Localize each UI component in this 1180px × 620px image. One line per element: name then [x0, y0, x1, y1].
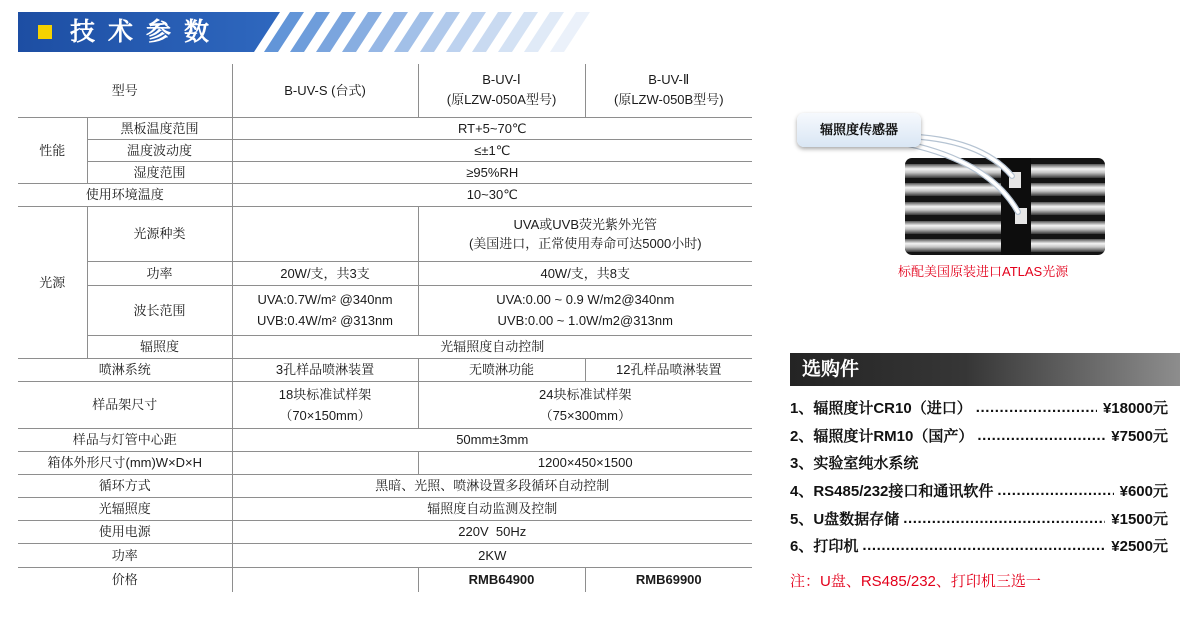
- table-row: [18, 285, 752, 335]
- table-row: [18, 451, 752, 474]
- spec-value: 12孔样品喷淋装置: [585, 358, 752, 381]
- spec-value: 40W/支，共8支: [418, 261, 752, 285]
- table-row: [18, 139, 752, 161]
- dot-leader: [997, 482, 1113, 499]
- option-item: [790, 504, 1168, 532]
- spec-value-line: (美国进口，正常使用寿命可达5000小时): [468, 235, 702, 251]
- option-price: ¥18000元: [1102, 400, 1168, 418]
- spec-value-line: （75×300mm）: [539, 407, 631, 423]
- table-row: [18, 206, 752, 261]
- option-label: 1、辐照度计CR10（进口）: [790, 400, 972, 418]
- param-label: 功率: [87, 261, 232, 285]
- spec-value: 无喷淋功能: [418, 358, 585, 381]
- spec-value: 10~30℃: [232, 183, 752, 206]
- option-price: ¥1500元: [1111, 510, 1168, 528]
- param-label: 价格: [18, 567, 232, 592]
- table-row: [18, 474, 752, 497]
- param-label: 辐照度: [87, 335, 232, 358]
- title-square-icon: [38, 25, 52, 39]
- table-row: [18, 428, 752, 451]
- option-item: [790, 449, 1168, 477]
- options-header: [790, 353, 1180, 386]
- empty-cell: [232, 206, 418, 261]
- param-label: 箱体外形尺寸(mm)W×D×H: [18, 451, 232, 474]
- model-i-header: [418, 64, 585, 117]
- option-label: 4、RS485/232接口和通讯软件: [790, 483, 994, 501]
- option-price: ¥2500元: [1111, 538, 1168, 556]
- spec-value: [232, 285, 418, 335]
- spec-value: 50mm±3mm: [232, 428, 752, 451]
- lamp-caption: 标配美国原装进口ATLAS光源: [898, 264, 1069, 279]
- table-row: [18, 117, 752, 139]
- empty-cell: [232, 451, 418, 474]
- pointer-line: [908, 144, 1018, 212]
- banner-stripes: [264, 12, 590, 52]
- model-header: 型号: [18, 64, 232, 117]
- dot-leader: [977, 427, 1105, 444]
- spec-value: 2KW: [232, 543, 752, 567]
- model-ii-header: [585, 64, 752, 117]
- options-note: 注：U盘、RS485/232、打印机三选一: [790, 573, 1041, 590]
- options-title: 选购件: [802, 359, 860, 380]
- group-performance: 性能: [18, 117, 87, 183]
- param-label: 循环方式: [18, 474, 232, 497]
- param-label: 湿度范围: [87, 161, 232, 183]
- spec-value: RT+5~70℃: [232, 117, 752, 139]
- option-price: ¥600元: [1119, 483, 1168, 501]
- option-item: [790, 422, 1168, 450]
- model-s-header: B-UV-S (台式): [232, 64, 418, 117]
- spec-value: 1200×450×1500: [418, 451, 752, 474]
- param-label: 黑板温度范围: [87, 117, 232, 139]
- spec-value: [418, 381, 752, 428]
- group-light-source: 光源: [18, 206, 87, 358]
- option-label: 6、打印机: [790, 538, 859, 556]
- price-value: RMB69900: [585, 567, 752, 592]
- model-ii-name: B-UV-Ⅱ: [648, 72, 690, 88]
- spec-value-line: 18块标准试样架: [278, 386, 372, 402]
- model-i-former-name: (原LZW-050A型号): [446, 92, 557, 108]
- param-label: 样品架尺寸: [18, 381, 232, 428]
- option-price: ¥7500元: [1111, 427, 1168, 445]
- param-label: 使用电源: [18, 520, 232, 543]
- sensor-callout: 辐照度传感器: [797, 113, 921, 147]
- spec-value: 辐照度自动监测及控制: [232, 497, 752, 520]
- dot-leader: [976, 399, 1097, 416]
- spec-value: [418, 285, 752, 335]
- spec-value-line: UVA:0.00 ~ 0.9 W/m2@340nm: [496, 292, 675, 307]
- spec-value: 3孔样品喷淋装置: [232, 358, 418, 381]
- param-label: 波长范围: [87, 285, 232, 335]
- param-label: 使用环境温度: [18, 183, 232, 206]
- spec-value-line: UVB:0.00 ~ 1.0W/m2@313nm: [497, 313, 673, 328]
- spec-value: [232, 381, 418, 428]
- pointer-line: [908, 144, 1018, 212]
- param-label: 功率: [18, 543, 232, 567]
- option-item: [790, 477, 1168, 505]
- price-value: RMB64900: [418, 567, 585, 592]
- spec-value: ≤±1℃: [232, 139, 752, 161]
- spec-value: 220V 50Hz: [232, 520, 752, 543]
- spec-value: 黑暗、光照、喷淋设置多段循环自动控制: [232, 474, 752, 497]
- model-ii-former-name: (原LZW-050B型号): [613, 92, 724, 108]
- dot-leader: [862, 537, 1105, 554]
- param-label: 温度波动度: [87, 139, 232, 161]
- table-row: [18, 497, 752, 520]
- spec-value-line: （70×150mm）: [279, 407, 371, 423]
- param-label: 光源种类: [87, 206, 232, 261]
- model-i-name: B-UV-Ⅰ: [482, 72, 521, 88]
- table-row: [18, 358, 752, 381]
- spec-value: 20W/支，共3支: [232, 261, 418, 285]
- table-row: [18, 183, 752, 206]
- options-list: [790, 394, 1168, 560]
- spec-value: ≥95%RH: [232, 161, 752, 183]
- spec-value: 光辐照度自动控制: [232, 335, 752, 358]
- spec-value: [418, 206, 752, 261]
- option-item: [790, 532, 1168, 560]
- spec-value-line: UVB:0.4W/m² @313nm: [257, 313, 394, 328]
- table-row: [18, 161, 752, 183]
- option-label: 2、辐照度计RM10（国产）: [790, 427, 974, 445]
- table-row: [18, 567, 752, 592]
- param-label: 喷淋系统: [18, 358, 232, 381]
- dot-leader: [903, 510, 1105, 527]
- section-banner: [18, 12, 598, 52]
- table-row: [18, 335, 752, 358]
- table-row: [18, 261, 752, 285]
- option-label: 5、U盘数据存储: [790, 510, 900, 528]
- param-label: 光辐照度: [18, 497, 232, 520]
- table-row: [18, 520, 752, 543]
- empty-cell: [232, 567, 418, 592]
- table-header-row: [18, 64, 752, 117]
- table-row: [18, 381, 752, 428]
- table-row: [18, 543, 752, 567]
- option-item: [790, 394, 1168, 422]
- spec-table: [18, 64, 752, 592]
- spec-value-line: UVA或UVB荧光紫外光管: [513, 216, 658, 232]
- spec-value-line: 24块标准试样架: [539, 386, 632, 402]
- page-title: 技术参数: [70, 18, 223, 46]
- spec-value-line: UVA:0.7W/m² @340nm: [257, 292, 393, 307]
- param-label: 样品与灯管中心距: [18, 428, 232, 451]
- option-label: 3、实验室纯水系统: [790, 455, 919, 473]
